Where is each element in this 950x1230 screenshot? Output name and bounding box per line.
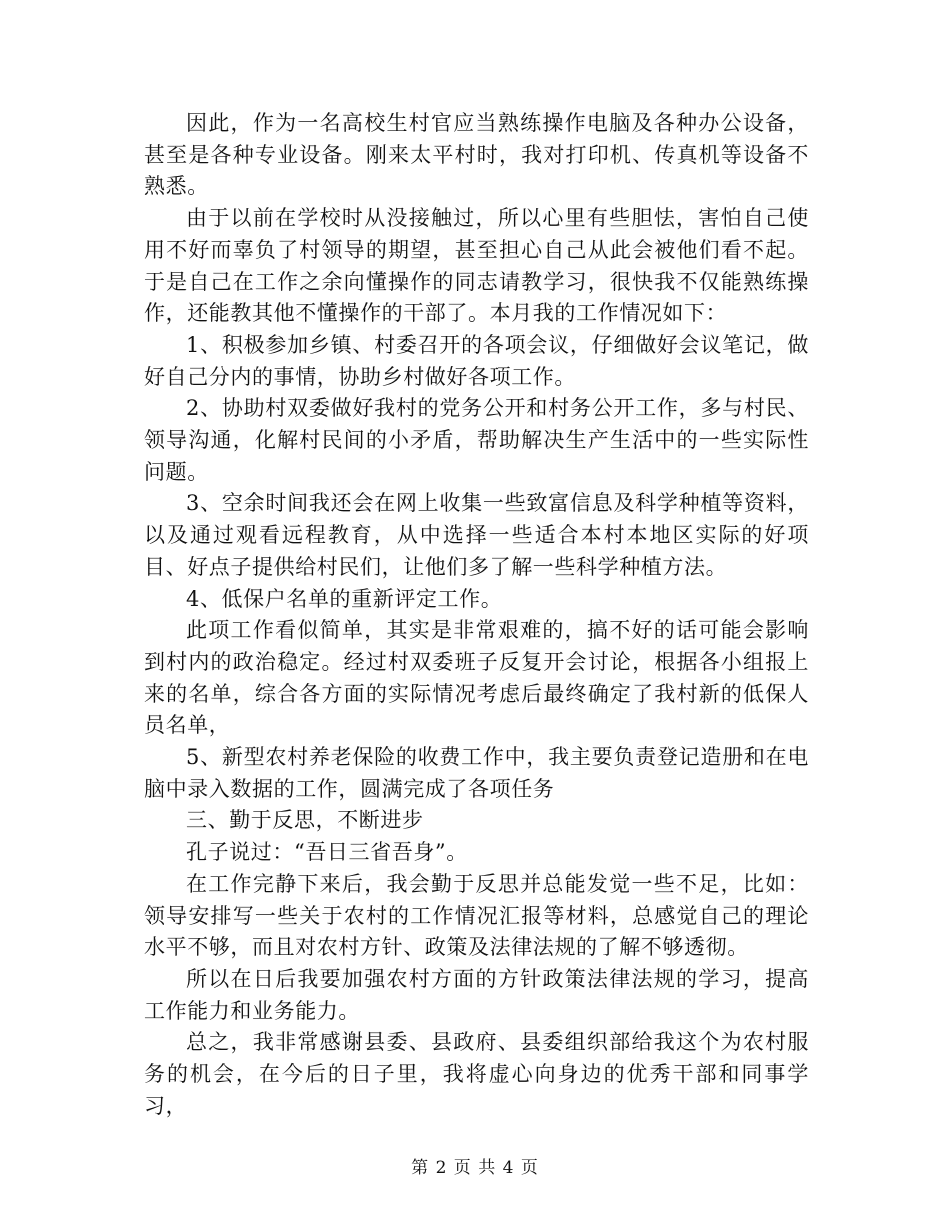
paragraph-confucius-quote: 孔子说过：“吾日三省吾身”。 [186,840,468,865]
paragraph-conclusion: 总之，我非常感谢县委、县政府、县委组织部给我这个为农村服务的机会，在今后的日子里，我将虚心向身边的优秀干部和同事学习， [144,1030,809,1118]
paragraph-item-3: 3、空余时间我还会在网上收集一些致富信息及科学种植等资料，以及通过观看远程教育，从中选择一些适合本村本地区实际的好项目、好点子提供给村民们，让他们多了解一些科学种植方法。 [144,491,809,579]
paragraph-item-4-detail: 此项工作看似简单，其实是非常艰难的，搞不好的话可能会影响到村内的政治稳定。经过村双委班子反复开会讨论，根据各小组报上来的名单，综合各方面的实际情况考虑后最终确定了我村新的低保人员名单， [144,618,809,738]
paragraph-item-2: 2、协助村双委做好我村的党务公开和村务公开工作，多与村民、领导沟通，化解村民间的小矛盾，帮助解决生产生活中的一些实际性问题。 [144,396,809,484]
section-heading-reflection: 三、勤于反思，不断进步 [186,808,424,833]
paragraph-improvement: 所以在日后我要加强农村方面的方针政策法律法规的学习，提高工作能力和业务能力。 [144,966,809,1023]
paragraph-reflection: 在工作完静下来后，我会勤于反思并总能发觉一些不足，比如：领导安排写一些关于农村的工作情况汇报等材料，总感觉自己的理论水平不够，而且对农村方针、政策及法律法规的了解不够透彻。 [144,871,809,960]
paragraph-item-4: 4、低保户名单的重新评定工作。 [186,586,503,611]
paragraph-item-1: 1、积极参加乡镇、村委召开的各项会议，仔细做好会议笔记，做好自己分内的事情，协助乡村做好各项工作。 [144,332,809,389]
paragraph-intro: 因此，作为一名高校生村官应当熟练操作电脑及各种办公设备，甚至是各种专业设备。刚来太平村时，我对打印机、传真机等设备不熟悉。 [144,111,809,199]
page-number-footer: 第 2 页 共 4 页 [411,1158,539,1178]
document-body [144,108,809,1123]
paragraph-learning: 由于以前在学校时从没接触过，所以心里有些胆怯，害怕自己使用不好而辜负了村领导的期望，甚至担心自己从此会被他们看不起。于是自己在工作之余向懂操作的同志请教学习，很快我不仅能熟练操作，还能教其他不懂操作的干部了。本月我的工作情况如下： [144,206,809,326]
paragraph-item-5: 5、新型农村养老保险的收费工作中，我主要负责登记造册和在电脑中录入数据的工作，圆满完成了各项任务 [144,745,809,801]
